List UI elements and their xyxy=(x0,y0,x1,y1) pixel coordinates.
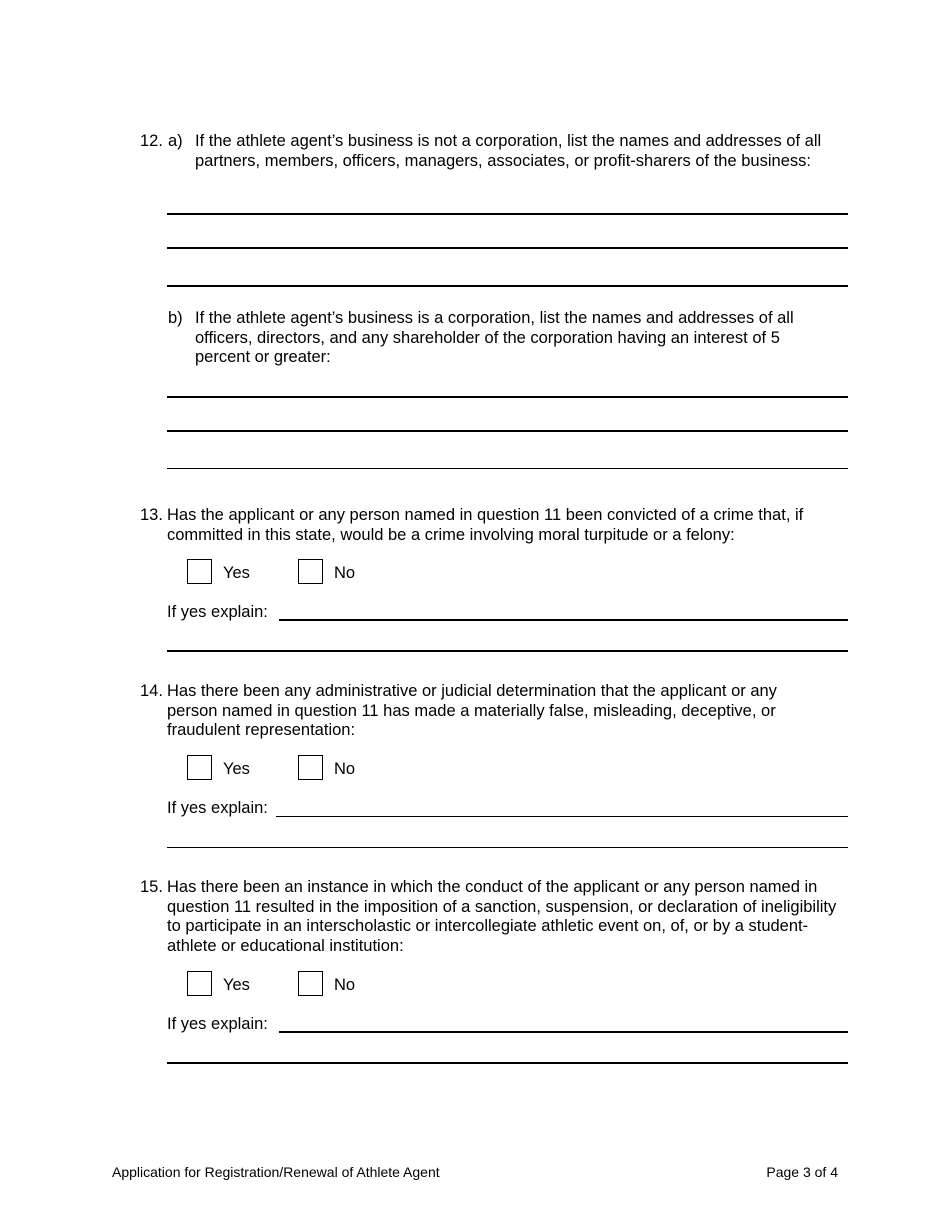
q13-explain-line-1[interactable] xyxy=(279,619,848,621)
q14-explain-line-1[interactable] xyxy=(276,816,848,817)
q15-no-checkbox[interactable] xyxy=(298,971,323,996)
q12a-answer-line-2[interactable] xyxy=(167,247,848,249)
q12a-label: a) xyxy=(168,132,183,150)
q12a-answer-line-3[interactable] xyxy=(167,285,848,287)
q15-explain-label: If yes explain: xyxy=(167,1015,268,1033)
q13-number: 13. xyxy=(140,506,163,524)
q14-no-checkbox[interactable] xyxy=(298,755,323,780)
q12b-answer-line-3[interactable] xyxy=(167,468,848,469)
q13-no-label: No xyxy=(334,564,356,582)
q14-number: 14. xyxy=(140,682,163,700)
q12b-answer-line-1[interactable] xyxy=(167,396,848,398)
q15-text: Has there been an instance in which the conduct of the applicant or any person named in question 11 resulted in the imposition of a sanction, suspension, or declaration of ineligibility to participate in an interscholastic or intercollegiate athletic event on, of, or by a student-athlete or educational institution: xyxy=(167,878,837,955)
q14-yes-label: Yes xyxy=(223,760,250,778)
q12b-label: b) xyxy=(168,309,183,327)
q15-explain-line-2[interactable] xyxy=(167,1062,848,1064)
q13-explain-line-2[interactable] xyxy=(167,650,848,652)
footer-page-number: Page 3 of 4 xyxy=(766,1164,838,1180)
q15-no-label: No xyxy=(334,976,356,994)
q15-yes-checkbox[interactable] xyxy=(187,971,212,996)
q12b-answer-line-2[interactable] xyxy=(167,430,848,432)
q14-text: Has there been any administrative or judicial determination that the applicant or any person named in question 11 has made a materially false, misleading, deceptive, or fraudulent representation: xyxy=(167,682,777,740)
q14-explain-label: If yes explain: xyxy=(167,799,268,817)
q14-yes-checkbox[interactable] xyxy=(187,755,212,780)
q13-no-checkbox[interactable] xyxy=(298,559,323,584)
q12a-answer-line-1[interactable] xyxy=(167,213,848,215)
q13-yes-checkbox[interactable] xyxy=(187,559,212,584)
q15-yes-label: Yes xyxy=(223,976,250,994)
q14-no-label: No xyxy=(334,760,356,778)
q12a-text: If the athlete agent’s business is not a corporation, list the names and addresses of all partners, members, officers, managers, associates, or profit-sharers of the business: xyxy=(195,132,822,170)
q13-yes-label: Yes xyxy=(223,564,250,582)
footer-title: Application for Registration/Renewal of Athlete Agent xyxy=(112,1164,440,1180)
q15-explain-line-1[interactable] xyxy=(279,1031,848,1033)
q12b-text: If the athlete agent’s business is a corporation, list the names and addresses of all officers, directors, and any shareholder of the corporation having an interest of 5 percent or greater: xyxy=(195,309,794,367)
q14-explain-line-2[interactable] xyxy=(167,847,848,848)
q12-number: 12. xyxy=(140,132,163,150)
q13-text: Has the applicant or any person named in question 11 been convicted of a crime that, if committed in this state, would be a crime involving moral turpitude or a felony: xyxy=(167,506,804,544)
q15-number: 15. xyxy=(140,878,163,896)
q13-explain-label: If yes explain: xyxy=(167,603,268,621)
